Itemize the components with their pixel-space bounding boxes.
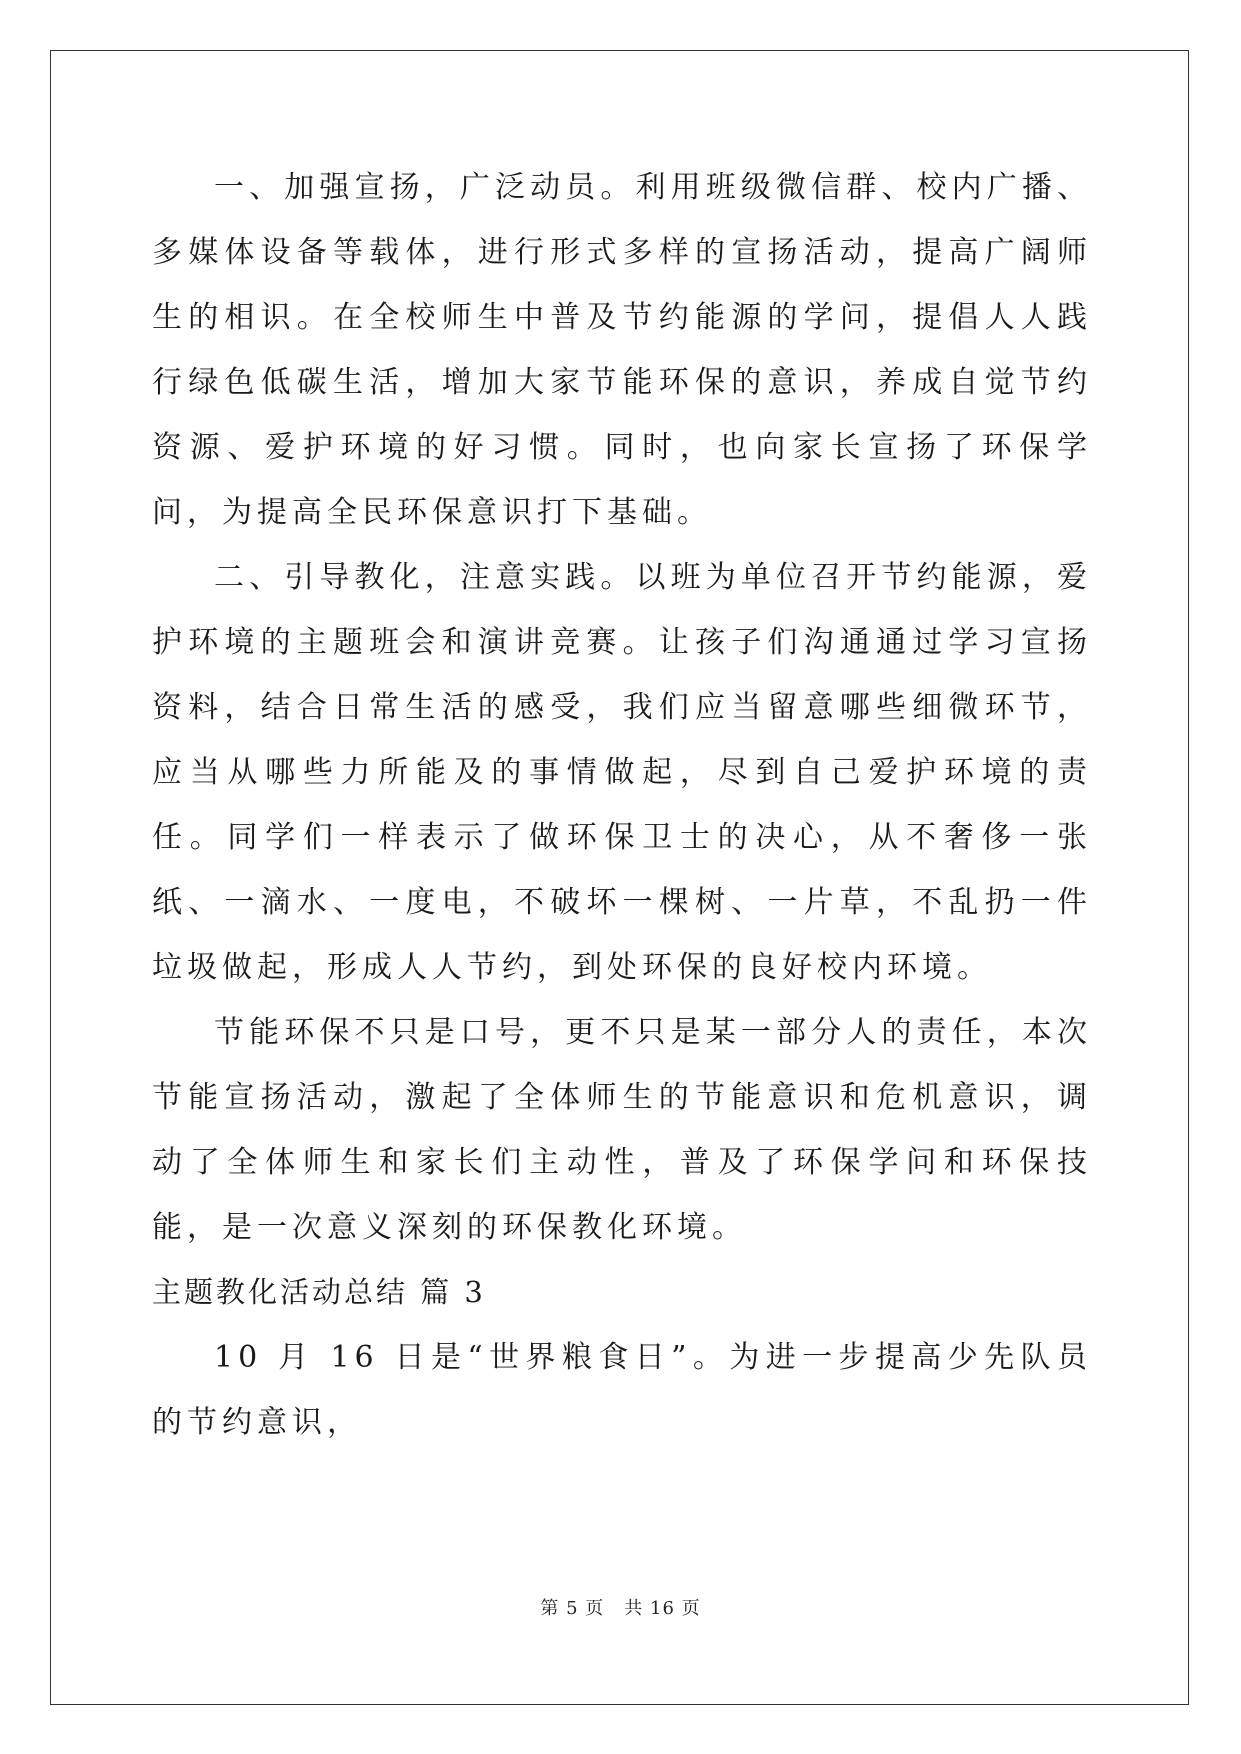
paragraph-conclusion: 节能环保不只是口号，更不只是某一部分人的责任，本次节能宣扬活动，激起了全体师生的节能意识和危机意识，调动了全体师生和家长们主动性，普及了环保学问和环保技能，是一次意义深刻的环保教化环境。: [152, 1015, 1092, 1245]
document-body: [152, 155, 1092, 1455]
page-footer: [0, 1594, 1241, 1620]
page-total: 共 16 页: [624, 1598, 701, 1619]
section-heading: 主题教化活动总结 篇 3: [152, 1275, 486, 1309]
paragraph-guidance: 二、引导教化，注意实践。以班为单位召开节约能源，爱护环境的主题班会和演讲竞赛。让孩子们沟通通过学习宣扬资料，结合日常生活的感受，我们应当留意哪些细微环节，应当从哪些力所能及的事情做起，尽到自己爱护环境的责任。同学们一样表示了做环保卫士的决心，从不奢侈一张纸、一滴水、一度电，不破坏一棵树、一片草，不乱扔一件垃圾做起，形成人人节约，到处环保的良好校内环境。: [152, 560, 1092, 985]
paragraph-publicity: 一、加强宣扬，广泛动员。利用班级微信群、校内广播、多媒体设备等载体，进行形式多样的宣扬活动，提高广阔师生的相识。在全校师生中普及节约能源的学问，提倡人人践行绿色低碳生活，增加大家节能环保的意识，养成自觉节约资源、爱护环境的好习惯。同时，也向家长宣扬了环保学问，为提高全民环保意识打下基础。: [152, 170, 1092, 530]
page-number: 第 5 页: [540, 1598, 605, 1619]
paragraph-food-day: 10 月 16 日是“世界粮食日”。为进一步提高少先队员的节约意识，: [152, 1340, 1092, 1440]
